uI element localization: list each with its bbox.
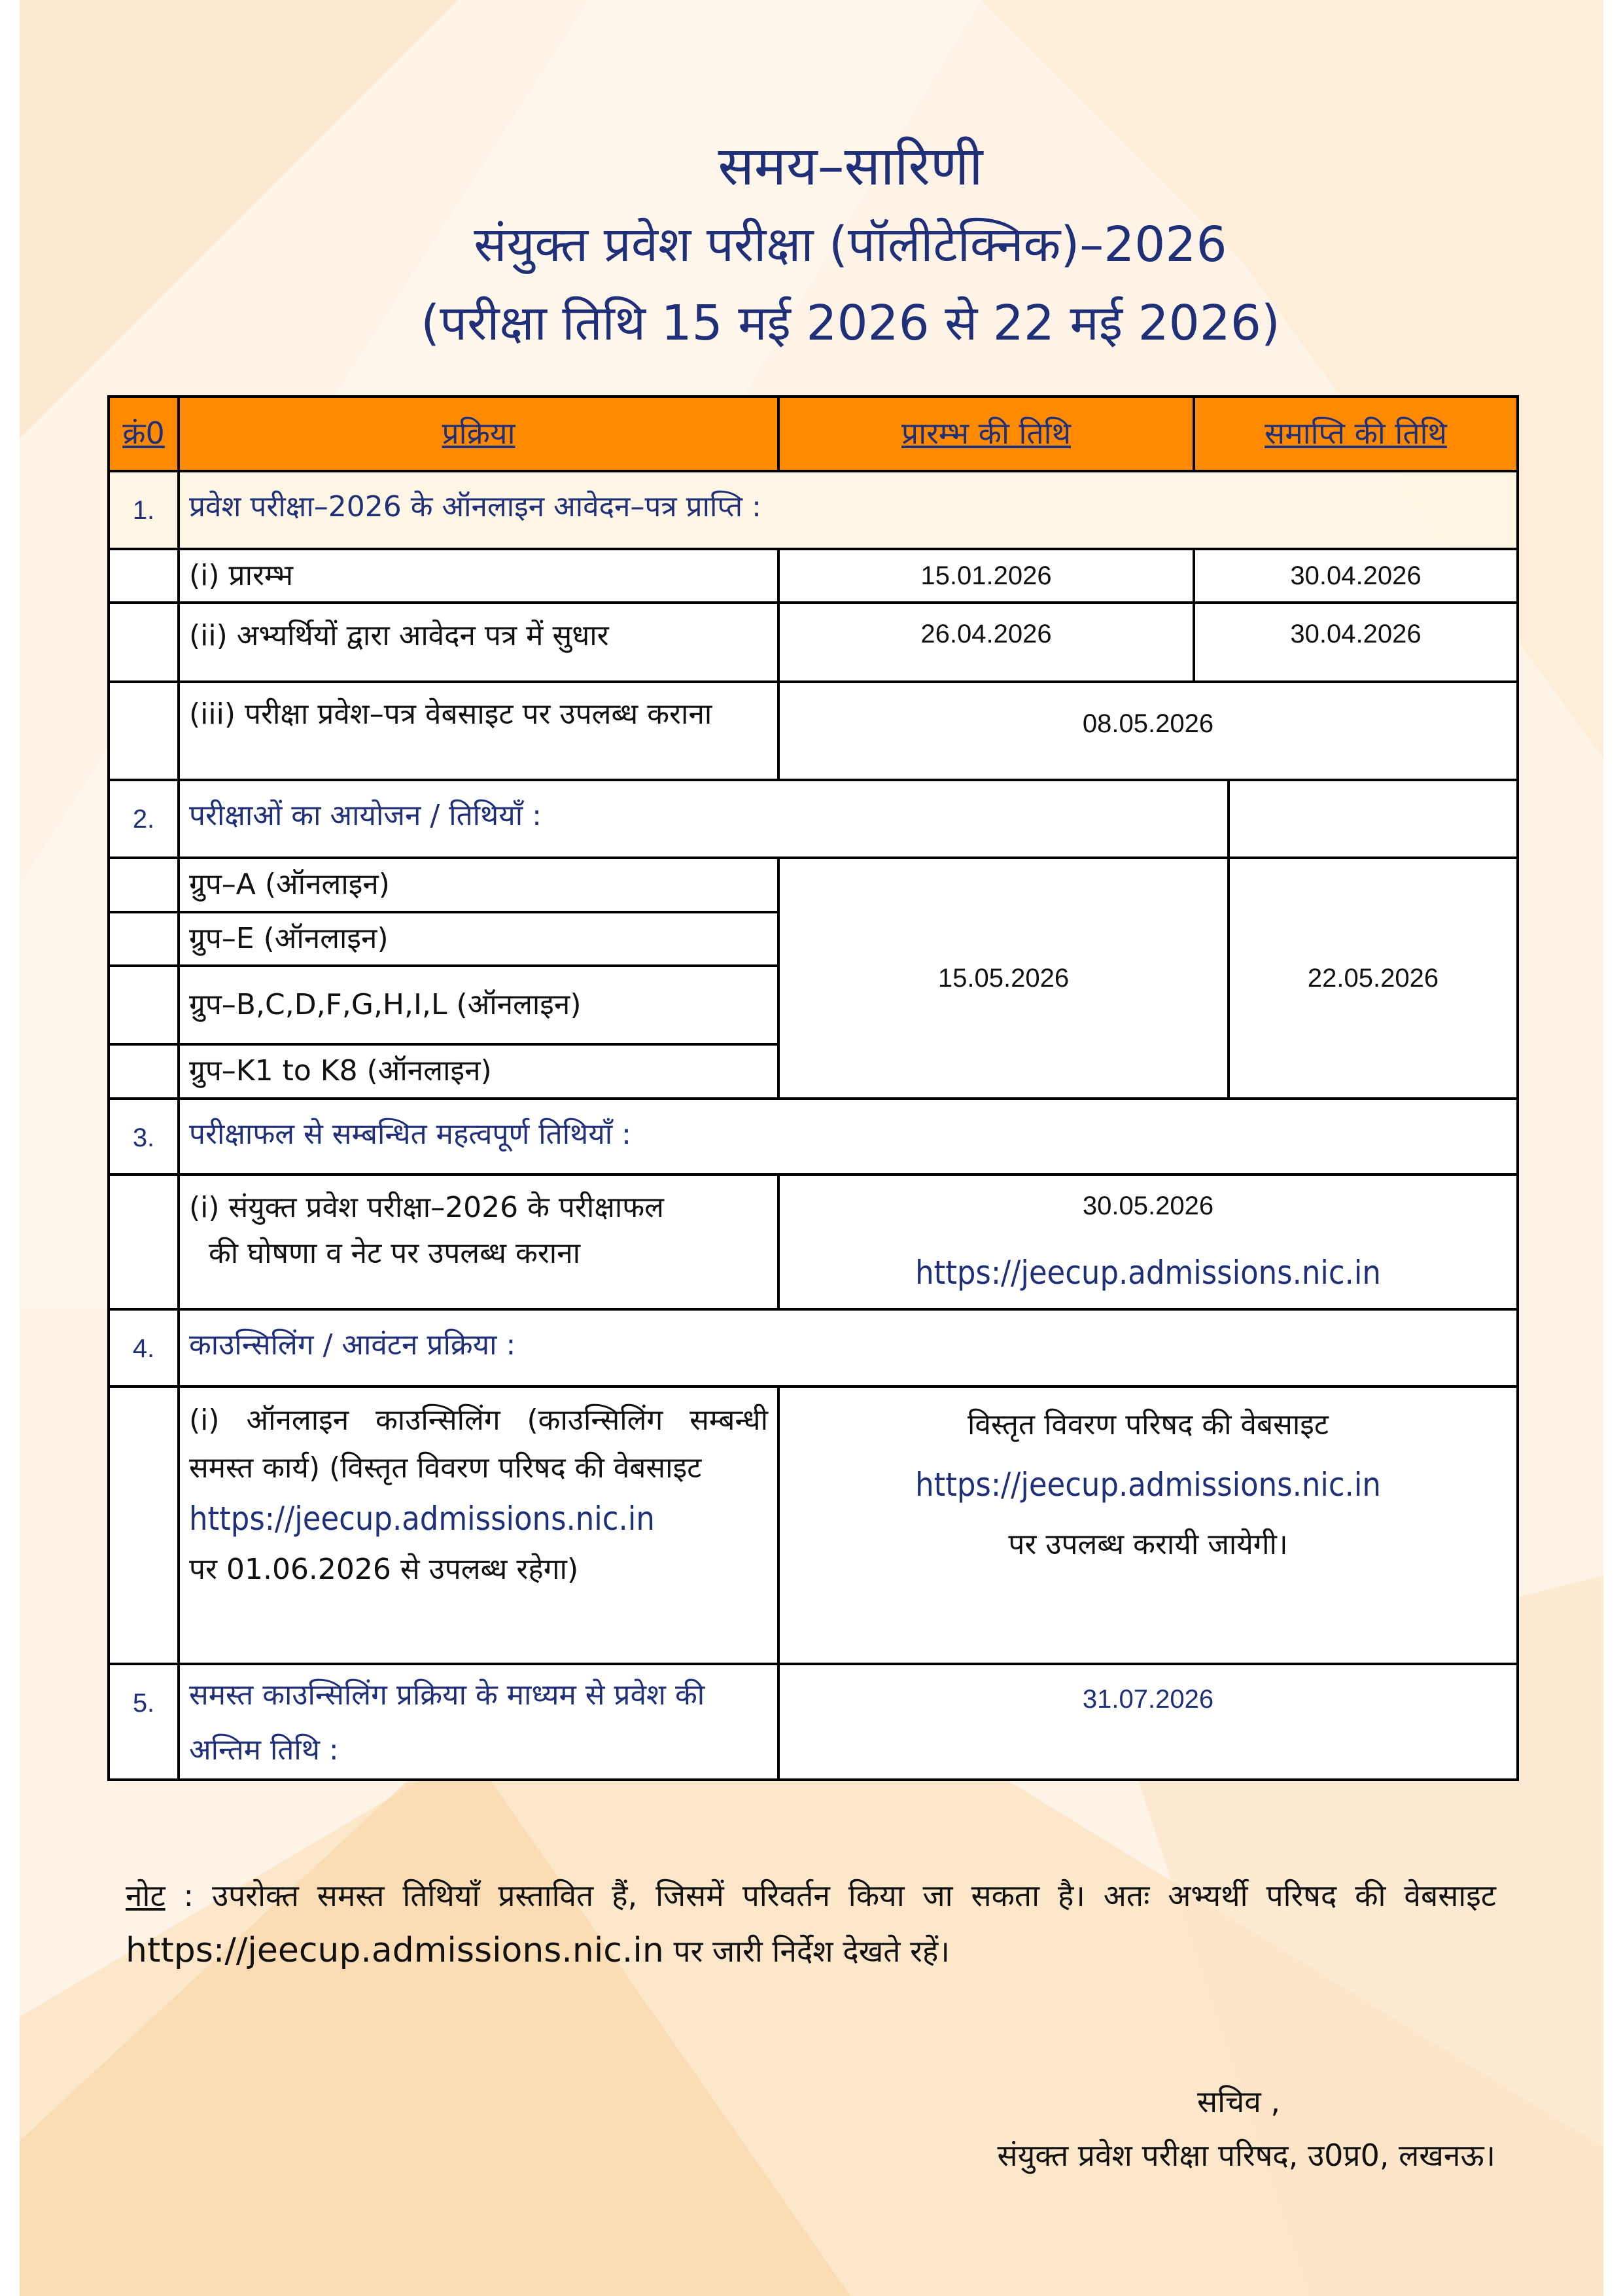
note-text: : उपरोक्त समस्त तिथियाँ प्रस्तावित हैं, जिसमें परिवर्तन किया जा सकता है। अतः अभ्यर्थी परिषद की वेबसाइट [165,1878,1496,1913]
end-date: 22.05.2026 [1229,858,1518,1099]
result-date: 30.05.2026 [1082,1192,1214,1220]
row-label [179,1386,778,1664]
section-title: परीक्षाओं का आयोजन / तिथियाँ : [179,780,1229,858]
section-number: 2. [109,780,179,858]
row-label-text: पर 01.06.2026 से उपलब्ध रहेगा) [189,1552,579,1586]
detail-text: विस्तृत विवरण परिषद की वेबसाइट [967,1408,1329,1441]
row-label-text: (i) ऑनलाइन काउन्सिलिंग (काउन्सिलिंग सम्बन्धी समस्त कार्य) (विस्तृत विवरण परिषद की वेबसाइट [189,1404,768,1485]
website-link[interactable]: https://jeecup.admissions.nic.in [189,1500,655,1538]
section-title: प्रवेश परीक्षा–2026 के ऑनलाइन आवेदन–पत्र प्राप्ति : [179,471,1518,549]
section-row [109,1664,1518,1780]
row-label: (ii) अभ्यर्थियों द्वारा आवेदन पत्र में सुधार [179,603,778,682]
section-title: काउन्सिलिंग / आवंटन प्रक्रिया : [179,1309,1518,1386]
table-row [109,682,1518,780]
group-label: ग्रुप–E (ऑनलाइन) [179,912,778,966]
signature-title: सचिव , [1197,2084,1281,2119]
website-link[interactable]: https://jeecup.admissions.nic.in [915,1465,1381,1504]
website-link[interactable]: https://jeecup.admissions.nic.in [915,1254,1381,1292]
schedule-table [107,395,1519,1781]
last-admission-date: 31.07.2026 [778,1664,1518,1780]
note-label: नोट [126,1878,166,1913]
table-row [109,1386,1518,1664]
section-title: समस्त काउन्सिलिंग प्रक्रिया के माध्यम से प्रवेश की अन्तिम तिथि : [179,1664,778,1780]
group-label: ग्रुप–K1 to K8 (ऑनलाइन) [179,1044,778,1099]
header-start-date: प्रारम्भ की तिथि [778,397,1194,471]
note-text-end: पर जारी निर्देश देखते रहें। [663,1934,950,1969]
row-label [179,1174,778,1309]
detail-text: पर उपलब्ध करायी जायेगी। [1008,1528,1288,1562]
end-date: 30.04.2026 [1194,603,1518,682]
section-row [109,471,1518,549]
table-row [109,603,1518,682]
section-row [109,1099,1518,1174]
header-process: प्रक्रिया [179,397,778,471]
date: 08.05.2026 [778,682,1518,780]
end-date: 30.04.2026 [1194,549,1518,603]
start-date: 26.04.2026 [778,603,1194,682]
section-number: 4. [109,1309,179,1386]
section-title: परीक्षाफल से सम्बन्धित महत्वपूर्ण तिथियाँ : [179,1099,1518,1174]
row-label: (iii) परीक्षा प्रवेश–पत्र वेबसाइट पर उपलब्ध कराना [179,682,778,780]
detail-cell [778,1386,1518,1664]
section-number: 3. [109,1099,179,1174]
start-date: 15.01.2026 [778,549,1194,603]
start-date: 15.05.2026 [778,858,1229,1099]
row-label-line: की घोषणा व नेट पर उपलब्ध कराना [209,1237,581,1271]
section-row [109,780,1518,858]
table-row [109,858,1518,912]
table-header-row [109,397,1518,471]
page-subtitle: संयुक्त प्रवेश परीक्षा (पॉलीटेक्निक)–2026 [474,217,1227,273]
row-label-line: (i) संयुक्त प्रवेश परीक्षा–2026 के परीक्षाफल [189,1191,665,1224]
table-row [109,549,1518,603]
group-label: ग्रुप–B,C,D,F,G,H,I,L (ऑनलाइन) [179,966,778,1044]
exam-date-range: (परीक्षा तिथि 15 मई 2026 से 22 मई 2026) [421,295,1280,351]
signature-org: संयुक्त प्रवेश परीक्षा परिषद, उ0प्र0, लखनऊ। [997,2138,1495,2173]
header-serial: क्रं0 [109,397,179,471]
row-label: (i) प्रारम्भ [179,549,778,603]
note [126,1868,1496,1979]
result-cell [778,1174,1518,1309]
page-title: समय–सारिणी [718,135,983,198]
section-row [109,1309,1518,1386]
section-number: 5. [109,1664,179,1780]
section-number: 1. [109,471,179,549]
group-label: ग्रुप–A (ऑनलाइन) [179,858,778,912]
header-end-date: समाप्ति की तिथि [1194,397,1518,471]
table-row [109,1174,1518,1309]
note-link[interactable]: https://jeecup.admissions.nic.in [126,1931,664,1970]
